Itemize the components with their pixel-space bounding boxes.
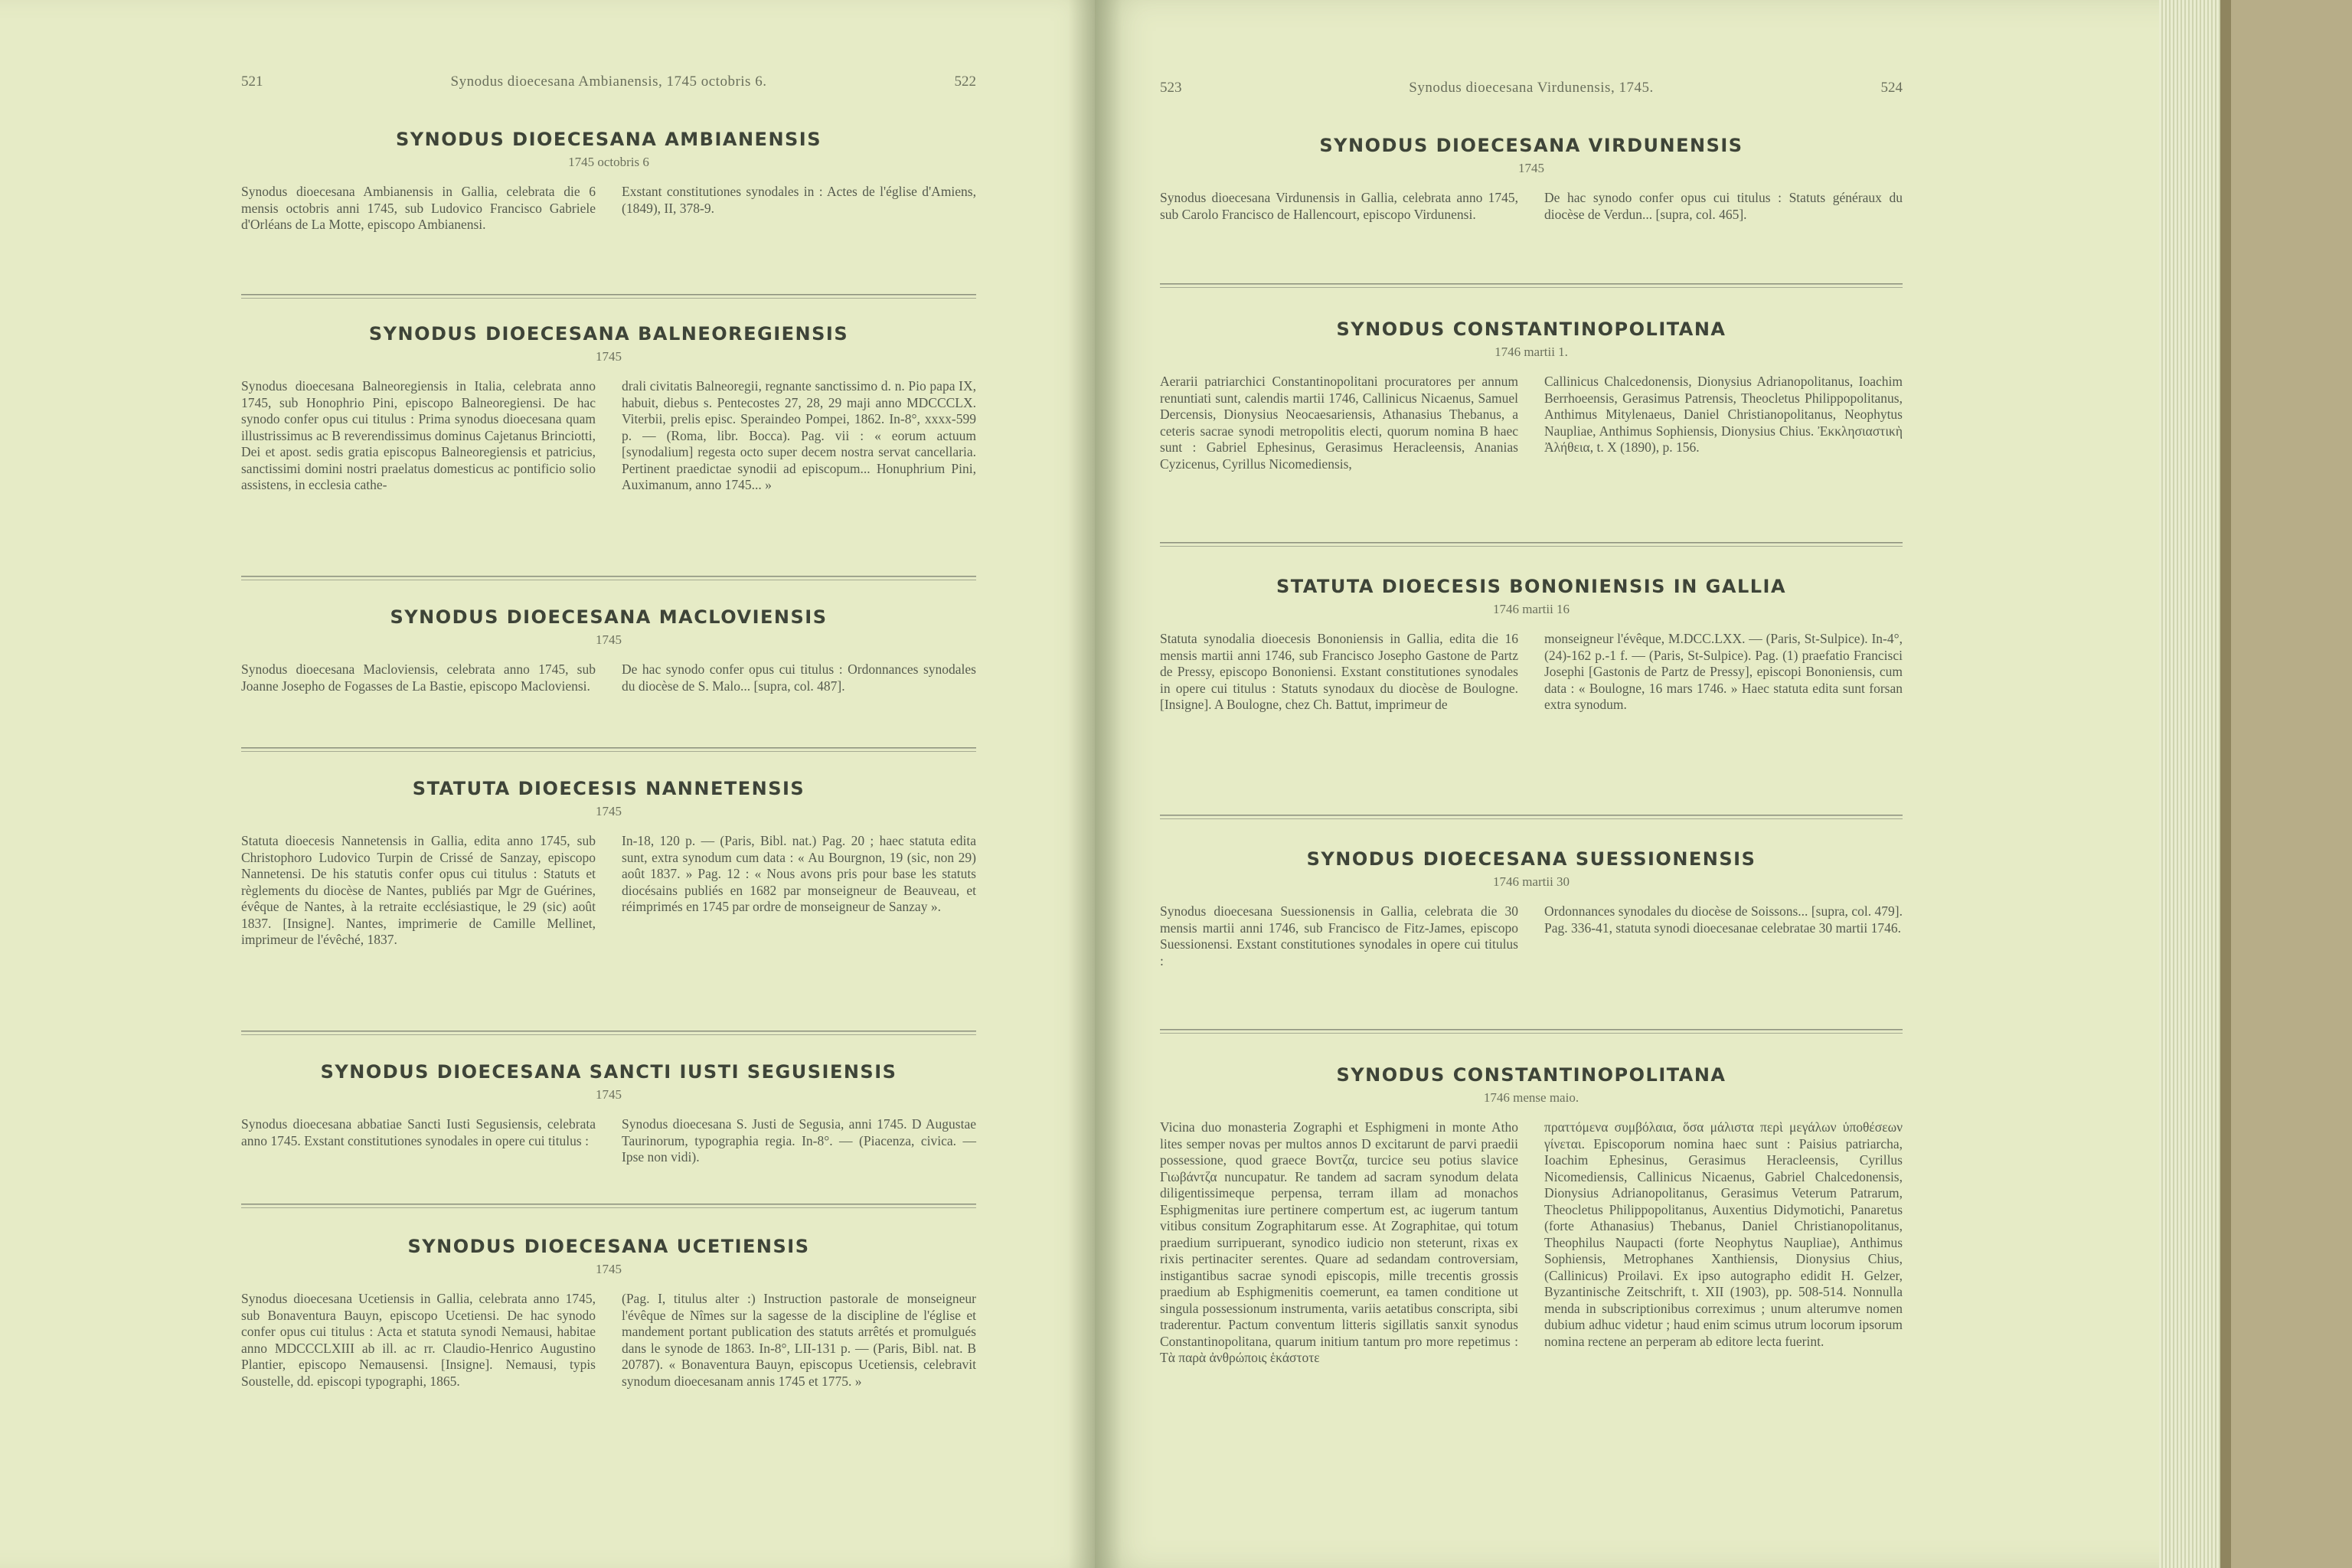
section-text-col2: In-18, 120 p. — (Paris, Bibl. nat.) Pag. 20 ; haec statuta edita sunt, extra synodum cum data : « Au Bourgnon, 19 (sic, non 29) août 1837. » Pag. 12 : « Nous avons pris pour base les statuts diocésains publiés en 1682 par monseigneur de Beauveau, et réimprimés en 1745 par ordre de monseigneur de Sanzay ». [622, 833, 976, 914]
section-divider [241, 1031, 976, 1032]
section-divider [241, 1204, 976, 1205]
section-macloviensis [241, 606, 976, 694]
page-number-left: 521 [241, 74, 263, 90]
section-segusiensis [241, 1061, 976, 1166]
page-edges [2159, 0, 2220, 1568]
section-divider [1160, 542, 1903, 544]
section-text-col1: Synodus dioecesana Ambianensis in Gallia, celebrata die 6 mensis octobris anni 1745, sub Ludovico Francisco Gabriele d'Orléans de La Motte, episcopo Ambianensi. [241, 184, 596, 232]
section-text-col2: monseigneur l'évêque, M.DCC.LXX. — (Paris, St-Sulpice). In-4°, (24)-162 p.-1 f. — (Paris, St-Sulpice). Pag. (1) praefatio Francisci Josephi [Gastonis de Partz de Pressy], episcopi Bononiensis, cum data : « Boulogne, 16 mars 1746. » Haec statuta edita sunt forsan extra synodum. [1544, 631, 1903, 712]
section-text-col1: Synodus dioecesana Ucetiensis in Gallia, celebrata anno 1745, sub Bonaventura Bauyn, episcopo Ucetiensi. De hac synodo confer opus cui titulus : Acta et statuta synodi Nemausi, habitae anno MDCCCLXIII ab ill. ac rr. Claudio-Henrico Augustino Plantier, episcopo Nemausensi. [Insigne]. Nemausi, typis Soustelle, dd. episcopi typographi, 1865. [241, 1291, 596, 1389]
section-text-col2: drali civitatis Balneoregii, regnante sanctissimo d. n. Pio papa IX, habuit, diebus s. Pentecostes 27, 28, 29 maji anno MDCCCLX. Viterbii, prelis episc. Speraindeo Pompei, 1862. In-8°, xxxx-599 p. — (Roma, libr. Bocca). Pag. vii : « eorum actuum [synodalium] regesta octo super decem nostra servat cancellaria. Pertinent praedictae synodii ad episcopum... Honuphrium Pini, Auximanum, anno 1745... » [622, 378, 976, 492]
section-text-col1: Vicina duo monasteria Zographi et Esphigmeni in monte Atho lites semper novas per multos annos D excitarunt de parvi praedii possessione, quod graece Βοντζα, turcice seu potius slavice Γιωβάντζα nuncupatur. Re tandem ad sacram synodum delata diligentissimeque perpensa, terram illam ad monachos Esphigmenitas iure pertinere compertum est, ac iugerum tantum vitibus consitum Zographitarum esse. At Zographitae, qui totum praedium surripuerant, synodico iudicio non steterunt, rixas ex rixis pertinaciter serentes. Quare ad sedandam controversiam, instigantibus sacrae synodi episcopis, mille trecentis grossis praedium ab Esphigmenitis coemerunt, ea tamen conditione ut singula possessionum instrumenta, variis aetatibus conscripta, sibi traderentur. Pactum conventum litteris sigillatis sanxit synodus Constantinopolitana, quarum initium tantum pro more repetimus : Τὰ παρὰ ἀνθρώποις ἑκάστοτε [1160, 1119, 1518, 1365]
section-date: 1746 martii 16 [1492, 602, 1570, 616]
section-virdunensis [1160, 135, 1903, 223]
left-running-head [241, 74, 976, 104]
book-gutter [1068, 0, 1122, 1568]
section-title: SYNODUS DIOECESANA SANCTI IUSTI SEGUSIENSIS [320, 1061, 897, 1083]
section-text-col1: Synodus dioecesana abbatiae Sancti Iusti Segusiensis, celebrata anno 1745. Exstant constitutiones synodales in opere cui titulus : [241, 1116, 596, 1148]
section-title: SYNODUS DIOECESANA AMBIANENSIS [395, 129, 822, 150]
section-title: STATUTA DIOECESIS NANNETENSIS [412, 778, 805, 799]
section-divider [241, 576, 976, 577]
page-number-right: 524 [1880, 80, 1903, 96]
page-number-left: 523 [1160, 80, 1182, 96]
section-title: SYNODUS DIOECESANA VIRDUNENSIS [1319, 135, 1743, 156]
section-title: SYNODUS DIOECESANA UCETIENSIS [407, 1236, 810, 1257]
section-divider [1160, 815, 1903, 816]
section-date: 1745 [596, 349, 622, 364]
section-ucetiensis [241, 1236, 976, 1390]
section-text-col2: Synodus dioecesana S. Justi de Segusia, anni 1745. D Augustae Taurinorum, typographia regia. In-8°. — (Piacenza, civica. — Ipse non vidi). [622, 1116, 976, 1165]
book-cover [2220, 0, 2352, 1568]
section-text-col1: Synodus dioecesana Virdunensis in Gallia, celebrata anno 1745, sub Carolo Francisco de Hallencourt, episcopo Virdunensi. [1160, 190, 1518, 222]
section-text-col1: Synodus dioecesana Balneoregiensis in Italia, celebrata anno 1745, sub Honophrio Pini, episcopo Balneoregiensi. De hac synodo confer opus cui titulus : Prima synodus dioecesana quam illustrissimus ac B reverendissimus dominus Cajetanus Brinciotti, Dei et apost. sedis gratia episcopus Balneoregiensis et patricius, sanctissimi domini nostri praelatus domesticus ac pontificio solio assistens, in ecclesia cathe- [241, 378, 596, 492]
section-title: SYNODUS CONSTANTINOPOLITANA [1336, 318, 1726, 340]
section-constantinopolitana-2 [1160, 1064, 1903, 1367]
section-bononiensis [1160, 576, 1903, 714]
section-title: SYNODUS DIOECESANA BALNEOREGIENSIS [368, 323, 849, 345]
section-title: SYNODUS DIOECESANA SUESSIONENSIS [1306, 848, 1756, 870]
section-date: 1746 martii 30 [1492, 874, 1570, 889]
section-date: 1745 [596, 804, 622, 818]
running-head-title: Synodus dioecesana Virdunensis, 1745. [1409, 80, 1654, 96]
section-date: 1745 [596, 632, 622, 647]
book-cover-edge [2220, 0, 2231, 1568]
section-divider [1160, 1029, 1903, 1031]
section-text-col2: De hac synodo confer opus cui titulus : Ordonnances synodales du diocèse de S. Malo... [supra, col. 487]. [622, 662, 976, 694]
section-text-col1: Statuta synodalia dioecesis Bononiensis in Gallia, edita die 16 mensis martii anni 1746, sub Francisco Josepho Gastone de Partz de Pressy, episcopo Bononiensi. Exstant constitutiones synodales in opere cui titulus : Statuts synodaux du diocèse de Boulogne. [Insigne]. A Boulogne, chez Ch. Battut, imprimeur de [1160, 631, 1518, 712]
section-text-col2: De hac synodo confer opus cui titulus : Statuts généraux du diocèse de Verdun... [supra, col. 465]. [1544, 190, 1903, 222]
section-divider [241, 294, 976, 296]
section-text-col1: Synodus dioecesana Macloviensis, celebrata anno 1745, sub Joanne Josepho de Fogasses de La Bastie, episcopo Macloviensi. [241, 662, 596, 694]
section-date: 1745 [596, 1087, 622, 1102]
section-date: 1745 octobris 6 [568, 155, 649, 169]
section-text-col1: Statuta dioecesis Nannetensis in Gallia, edita anno 1745, sub Christophoro Ludovico Turpin de Crissé de Sanzay, episcopo Nannetensi. De his statutis confer opus cui titulus : Statuts et règlements du diocèse de Nantes, publiés par Mgr de Guérines, évêque de Nantes, à la retraite ecclésiastique, le 29 (sic) août 1837. [Insigne]. Nantes, imprimerie de Camille Mellinet, imprimeur de l'évêché, 1837. [241, 833, 596, 947]
section-text-col1: Aerarii patriarchici Constantinopolitani procuratores per annum renuntiati sunt, calendis martii 1746, Callinicus Nicaenus, Samuel Dercensis, Dionysius Neocaesariensis, Athanasius Thebanus, a ceteris sacrae synodi metropolitis electi, quorum nomina B haec sunt : Gabriel Ephesinus, Gerasimus Heracleensis, Ananias Cyzicenus, Cyrillus Nicomediensis, [1160, 374, 1518, 472]
section-title: STATUTA DIOECESIS BONONIENSIS IN GALLIA [1276, 576, 1787, 597]
section-date: 1746 martii 1. [1494, 345, 1568, 359]
section-ambianensis [241, 129, 976, 234]
section-title: SYNODUS DIOECESANA MACLOVIENSIS [390, 606, 828, 628]
section-text-col1: Synodus dioecesana Suessionensis in Gallia, celebrata die 30 mensis martii anni 1746, sub Francisco de Fitz-James, episcopo Suessionensi. Exstant constitutiones synodales in opere cui titulus : [1160, 903, 1518, 969]
section-text-col2: πραττόμενα συμβόλαια, ὅσα μάλιστα περὶ μεγάλων ὑποθέσεων γίνεται. Episcoporum nomina haec sunt : Paisius patriarcha, Ioachim Ephesinus, Gerasimus Heracleensis, Cyrillus Nicomediensis, Callinicus Nicaenus, Gabriel Chalcedonensis, Dionysius Adrianopolitanus, Gerasimus Veterum Patrarum, Theocletus Philippopolitanus, Auxentius Didymotichi, Panaretus (forte Athanasius) Thebanus, Daniel Christianopolitanus, Theophilus Naupacti (forte Neophytus Naupliae), Anthimus Sophiensis, Metrophanes Xanthiensis, Dionysius Chius, (Callinicus) Proilavi. Ex ipso autographo edidit H. Gelzer, Byzantinische Zeitschrift, t. XII (1903), pp. 508-514. Nonnulla menda in subscriptionibus correximus ; unum alterumve nomen dubium adhuc videtur ; haud enim scimus utrum locorum ipsorum nomina rectene an perperam ab editore lecta fuerint. [1544, 1119, 1903, 1349]
section-constantinopolitana-1 [1160, 318, 1903, 472]
section-text-col2: Callinicus Chalcedonensis, Dionysius Adrianopolitanus, Ioachim Berrhoeensis, Gerasimus Patrensis, Theocletus Philippopolitanus, Anthimus Mitylenaeus, Daniel Christianopolitanus, Neophytus Naupliae, Anthimus Sophiensis, Dionysius Chius. Ἐκκλησιαστικὴ Ἀλήθεια, t. X (1890), p. 156. [1544, 374, 1903, 455]
running-head-title: Synodus dioecesana Ambianensis, 1745 octobris 6. [450, 74, 767, 90]
section-suessionensis [1160, 848, 1903, 969]
page-number-right: 522 [954, 74, 976, 90]
section-date: 1745 [596, 1262, 622, 1276]
right-running-head [1160, 80, 1903, 110]
section-divider [1160, 283, 1903, 285]
section-date: 1745 [1518, 161, 1544, 175]
section-divider [241, 747, 976, 749]
section-date: 1746 mense maio. [1483, 1090, 1579, 1105]
section-text-col2: (Pag. I, titulus alter :) Instruction pastorale de monseigneur l'évêque de Nîmes sur la sagesse de la discipline de l'église et mandement portant publication des statuts arrêtés et promulgués dans le synode de 1863. In-8°, LII-131 p. — (Paris, Bibl. nat. B 20787). « Bonaventura Bauyn, episcopus Ucetiensis, celebravit synodum dioecesanam annis 1745 et 1775. » [622, 1291, 976, 1389]
section-title: SYNODUS CONSTANTINOPOLITANA [1336, 1064, 1726, 1086]
section-text-col2: Ordonnances synodales du diocèse de Soissons... [supra, col. 479]. Pag. 336-41, statuta synodi dioecesanae celebratae 30 martii 1746. [1544, 903, 1903, 936]
section-balneoregiensis [241, 323, 976, 494]
section-text-col2: Exstant constitutiones synodales in : Actes de l'église d'Amiens, (1849), II, 378-9. [622, 184, 976, 216]
section-nannetensis [241, 778, 976, 949]
